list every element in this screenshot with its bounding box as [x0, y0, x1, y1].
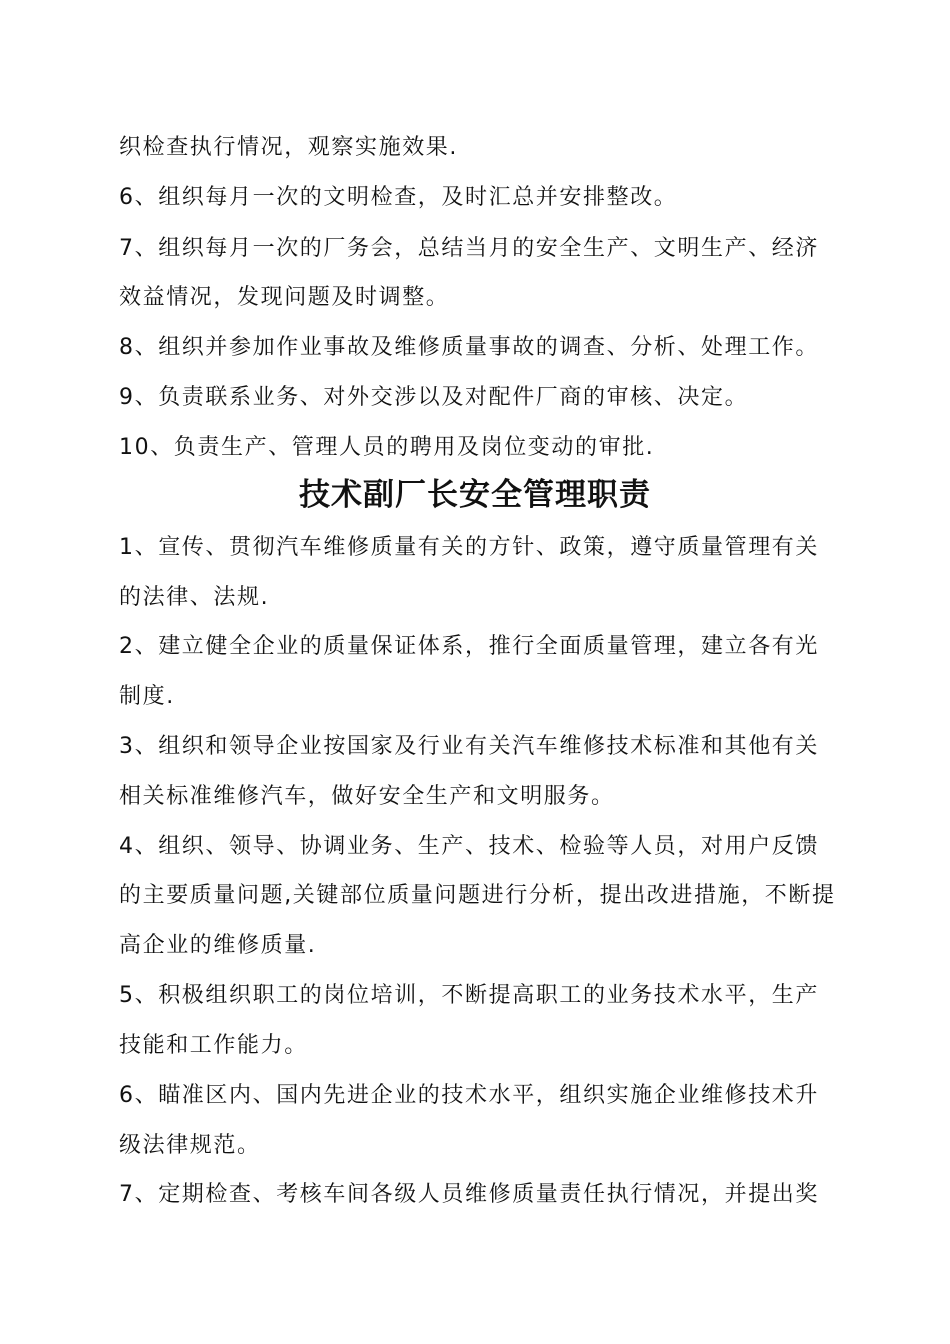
text-line: 6、瞄准区内、国内先进企业的技术水平，组织实施企业维修技术升 [119, 1083, 819, 1108]
section-title: 技术副厂长安全管理职责 [299, 477, 651, 513]
text-line: 高企业的维修质量. [119, 933, 317, 958]
text-line: 2、建立健全企业的质量保证体系，推行全面质量管理，建立各有光 [119, 634, 819, 659]
text-line: 相关标准维修汽车，做好安全生产和文明服务。 [119, 784, 615, 809]
text-line: 7、组织每月一次的厂务会，总结当月的安全生产、文明生产、经济 [119, 236, 819, 261]
text-line: 织检查执行情况，观察实施效果. [119, 135, 458, 160]
text-line: 5、积极组织职工的岗位培训，不断提高职工的业务技术水平，生产 [119, 983, 819, 1008]
text-line: 4、组织、领导、协调业务、生产、技术、检验等人员，对用户反馈 [119, 834, 819, 859]
text-line: 的主要质量问题,关键部位质量问题进行分析，提出改进措施，不断提 [119, 883, 836, 908]
text-line: 7、定期检查、考核车间各级人员维修质量责任执行情况，并提出奖 [119, 1182, 819, 1207]
text-line: 制度. [119, 684, 175, 709]
text-line: 效益情况，发现问题及时调整。 [119, 285, 450, 310]
text-line: 9、负责联系业务、对外交涉以及对配件厂商的审核、决定。 [119, 385, 749, 410]
text-line: 的法律、法规. [119, 585, 270, 610]
text-line: 级法律规范。 [119, 1133, 261, 1158]
text-line: 技能和工作能力。 [119, 1033, 308, 1058]
text-line: 1、宣传、贯彻汽车维修质量有关的方针、政策，遵守质量管理有关 [119, 535, 819, 560]
text-line: 8、组织并参加作业事故及维修质量事故的调查、分析、处理工作。 [119, 335, 819, 360]
text-line: 3、组织和领导企业按国家及行业有关汽车维修技术标准和其他有关 [119, 734, 819, 759]
text-line: 6、组织每月一次的文明检查，及时汇总并安排整改。 [119, 185, 678, 210]
text-line: 10、负责生产、管理人员的聘用及岗位变动的审批. [119, 435, 655, 460]
